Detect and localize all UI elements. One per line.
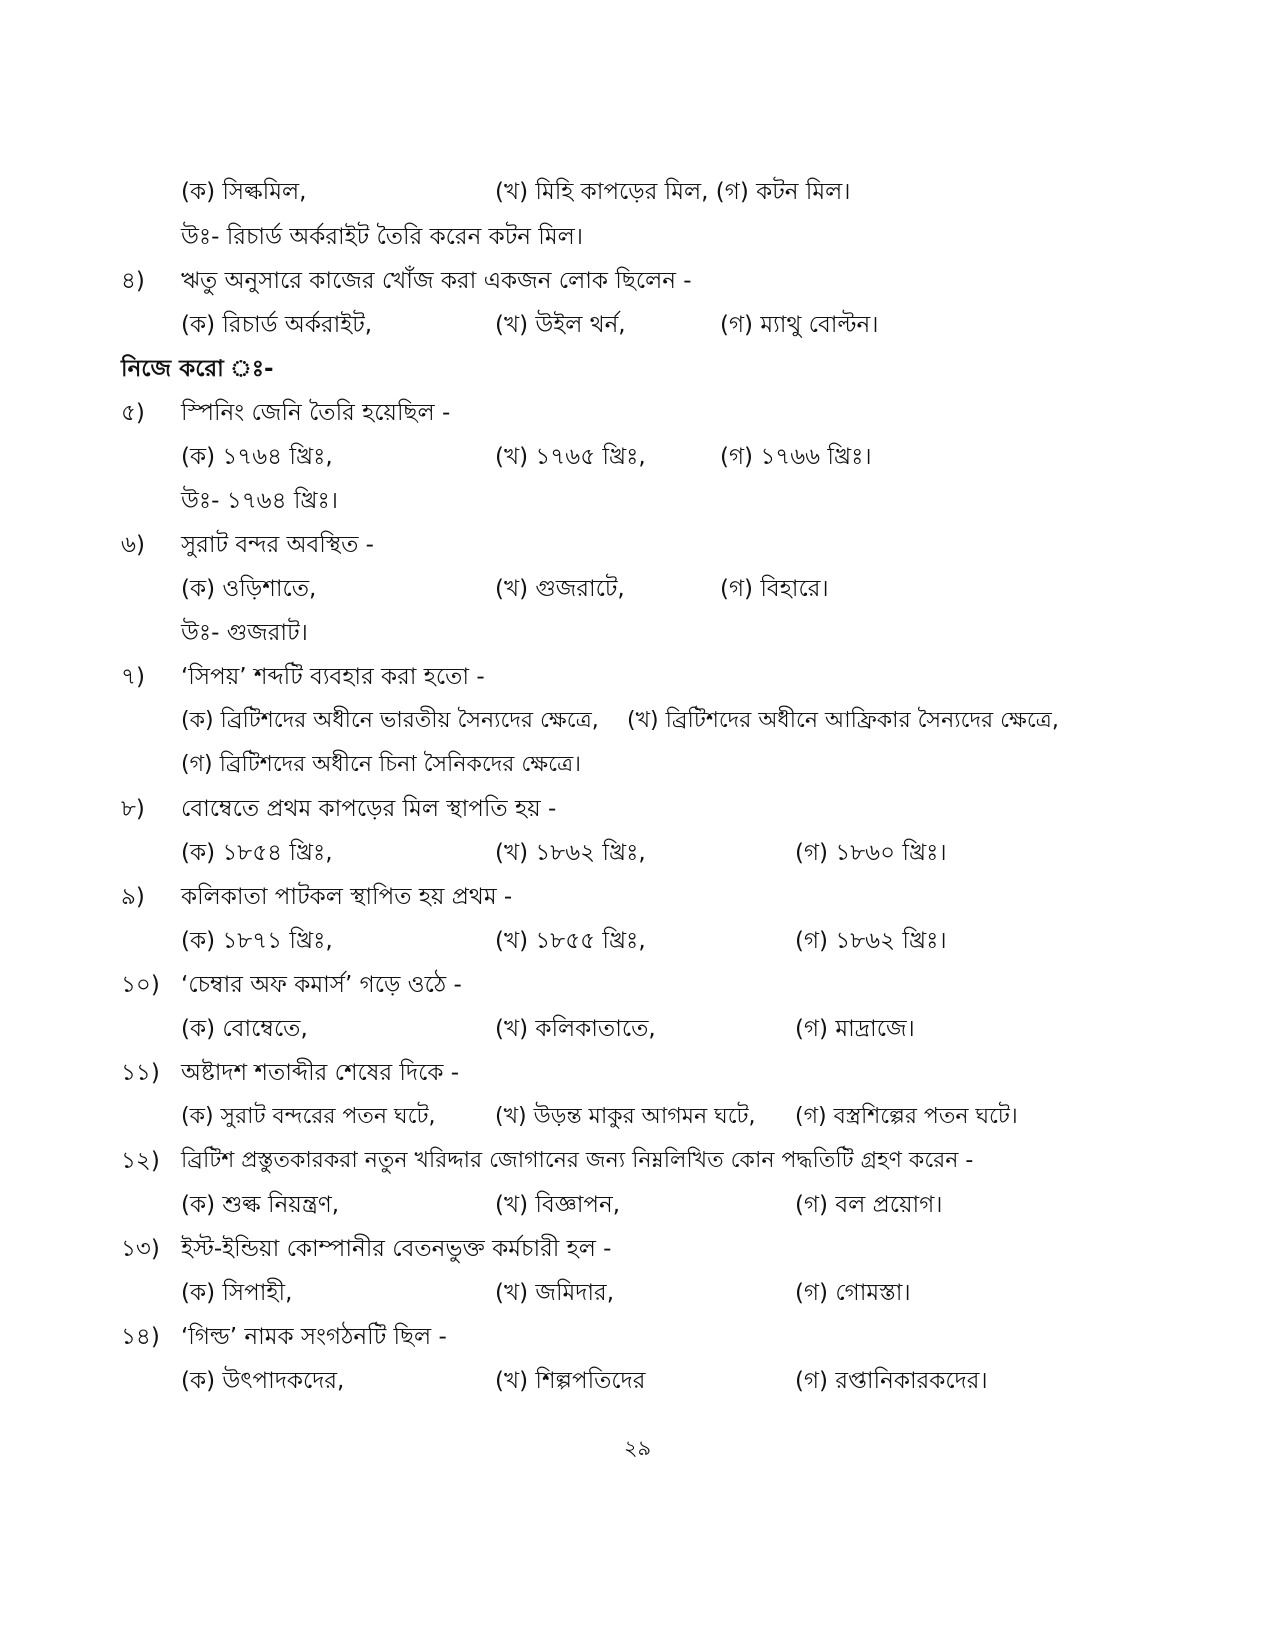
option-ga: (গ) মাদ্রাজে। [795, 1016, 915, 1042]
option-ga: (গ) ব্রিটিশদের অধীনে চিনা সৈনিকদের ক্ষেত্রে। [181, 752, 581, 777]
question-number: ১১) [121, 1060, 160, 1086]
question-number: ৬) [121, 532, 145, 558]
question-text: ‘চেম্বার অফ কমার্স’ গড়ে ওঠে - [181, 972, 462, 998]
option-ga: (গ) ১৭৬৬ খ্রিঃ। [720, 444, 872, 470]
question-text: সুরাট বন্দর অবস্থিত - [181, 532, 374, 558]
option-kha: (খ) শিল্পপতিদের [495, 1368, 646, 1394]
question-number: ১২) [121, 1148, 160, 1174]
question-number: ৮) [121, 796, 145, 822]
question-text: ইস্ট-ইন্ডিয়া কোম্পানীর বেতনভুক্ত কর্মচারী হল - [181, 1236, 612, 1262]
answer: উঃ- রিচার্ড অর্করাইট তৈরি করেন কটন মিল। [181, 224, 583, 250]
option-kha: (খ) বিজ্ঞাপন, [495, 1192, 621, 1218]
option-kha: (খ) ১৮৬২ খ্রিঃ, [495, 840, 646, 866]
option-kha-ga: (খ) মিহি কাপড়ের মিল, (গ) কটন মিল। [495, 179, 851, 205]
option-ka: (ক) ওড়িশাতে, [181, 576, 317, 602]
option-kha: (খ) জমিদার, [495, 1280, 615, 1306]
question-number: ৪) [121, 268, 145, 294]
question-text: ব্রিটিশ প্রস্তুতকারকরা নতুন খরিদ্দার জোগানের জন্য নিম্নলিখিত কোন পদ্ধতিটি গ্রহণ করেন - [181, 1148, 974, 1173]
question-text: স্পিনিং জেনি তৈরি হয়েছিল - [181, 400, 451, 426]
option-ka: (ক) রিচার্ড অর্করাইট, [181, 312, 373, 338]
option-ka: (ক) উৎপাদকদের, [181, 1368, 345, 1394]
answer: উঃ- গুজরাট। [181, 620, 308, 646]
option-ka: (ক) সিল্কমিল, [181, 179, 307, 205]
question-text: কলিকাতা পাটকল স্থাপিত হয় প্রথম - [181, 884, 513, 910]
question-number: ৭) [121, 664, 145, 690]
question-number: ৯) [121, 884, 145, 910]
question-text: ‘গিল্ড’ নামক সংগঠনটি ছিল - [181, 1324, 447, 1350]
question-text: বোম্বেতে প্রথম কাপড়ের মিল স্থাপতি হয় - [181, 796, 557, 822]
option-ka: (ক) সিপাহী, [181, 1280, 293, 1306]
option-kha: (খ) কলিকাতাতে, [495, 1016, 656, 1042]
answer: উঃ- ১৭৬৪ খ্রিঃ। [181, 488, 339, 514]
question-text: ‘সিপয়’ শব্দটি ব্যবহার করা হতো - [181, 664, 485, 690]
option-ga: (গ) বল প্রয়োগ। [795, 1192, 943, 1218]
option-ga: (গ) বিহারে। [720, 576, 829, 602]
option-kha: (খ) ১৭৬৫ খ্রিঃ, [495, 444, 646, 470]
option-ka: (ক) বোম্বেতে, [181, 1016, 308, 1042]
option-ka: (ক) ব্রিটিশদের অধীনে ভারতীয় সৈন্যদের ক্ষেত্রে, [181, 708, 599, 733]
option-kha: (খ) উড়ন্ত মাকুর আগমন ঘটে, [495, 1104, 756, 1129]
option-ga: (গ) ম্যাথু বোল্টন। [720, 312, 879, 338]
question-number: ৫) [121, 400, 145, 426]
question-number: ১৪) [121, 1324, 160, 1350]
option-ka: (ক) ১৭৬৪ খ্রিঃ, [181, 444, 333, 470]
option-ga: (গ) বস্ত্রশিল্পের পতন ঘটে। [795, 1104, 1018, 1129]
option-ga: (গ) রপ্তানিকারকদের। [795, 1368, 988, 1394]
section-heading: নিজে করো ঃ- [121, 356, 274, 382]
question-text: ঋতু অনুসারে কাজের খোঁজ করা একজন লোক ছিলেন - [181, 268, 692, 294]
question-text: অষ্টাদশ শতাব্দীর শেষের দিকে - [181, 1060, 460, 1086]
option-ga: (গ) গোমস্তা। [795, 1280, 911, 1306]
option-ka: (ক) শুল্ক নিয়ন্ত্রণ, [181, 1192, 340, 1218]
question-number: ১০) [121, 972, 160, 998]
option-ga: (গ) ১৮৬০ খ্রিঃ। [795, 840, 947, 866]
option-kha: (খ) ব্রিটিশদের অধীনে আফ্রিকার সৈন্যদের ক্ষেত্রে, [627, 708, 1059, 733]
option-ka: (ক) ১৮৭১ খ্রিঃ, [181, 928, 333, 954]
option-kha: (খ) উইল থর্ন, [495, 312, 626, 338]
option-ka: (ক) ১৮৫৪ খ্রিঃ, [181, 840, 333, 866]
option-ga: (গ) ১৮৬২ খ্রিঃ। [795, 928, 947, 954]
page-number: ২৯ [623, 1436, 652, 1460]
question-number: ১৩) [121, 1236, 160, 1262]
option-ka: (ক) সুরাট বন্দরের পতন ঘটে, [181, 1104, 436, 1129]
option-kha: (খ) ১৮৫৫ খ্রিঃ, [495, 928, 646, 954]
option-kha: (খ) গুজরাটে, [495, 576, 625, 602]
